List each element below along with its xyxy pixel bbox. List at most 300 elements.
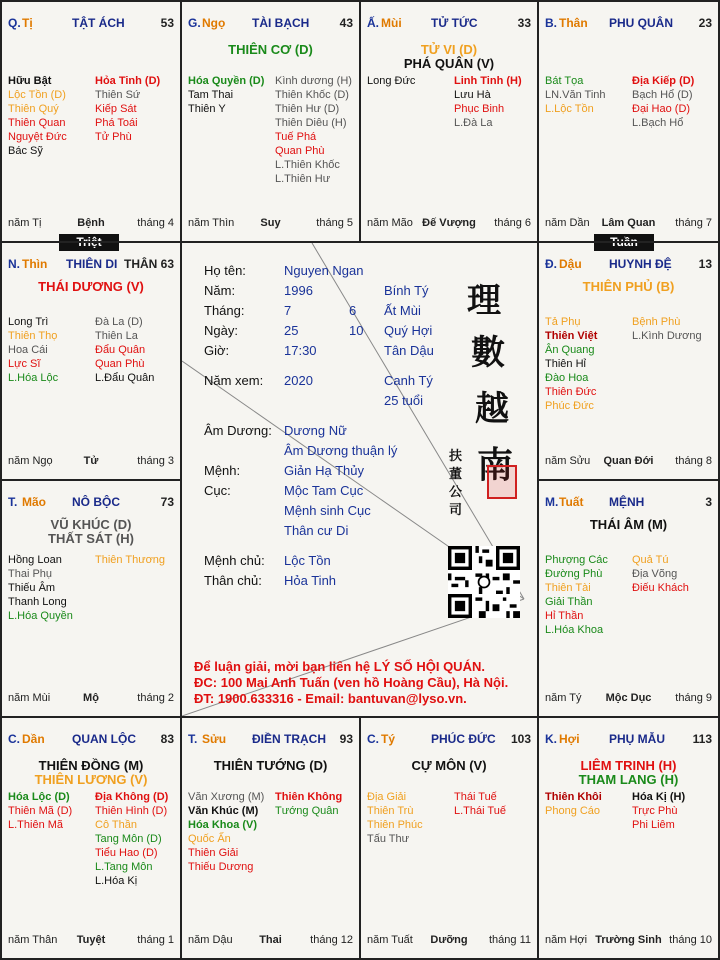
star-label: Thiên Thương bbox=[95, 554, 166, 566]
star-label: L.Tang Môn bbox=[95, 861, 153, 873]
palace-footer bbox=[8, 455, 174, 469]
star-label: Văn Xương (M) bbox=[188, 791, 265, 803]
palace-month: tháng 3 bbox=[137, 455, 174, 467]
palace-number: THÂN 63 bbox=[123, 257, 174, 271]
palace-header bbox=[545, 16, 712, 32]
palace-month: tháng 10 bbox=[669, 934, 712, 946]
palace-chi: Thìn bbox=[22, 257, 48, 271]
left-star-column bbox=[8, 74, 67, 158]
star-label: Lưu Hà bbox=[454, 89, 491, 101]
main-star: TỬ VI (D) bbox=[420, 42, 478, 57]
star-label: Hữu Bật bbox=[8, 75, 52, 87]
star-label: L.Đà La bbox=[454, 117, 493, 129]
year-label: Năm: bbox=[204, 283, 236, 298]
palace-footer bbox=[367, 934, 531, 948]
month-value: 7 bbox=[284, 303, 292, 318]
star-label: Bệnh Phù bbox=[632, 316, 681, 328]
right-star-column bbox=[95, 74, 160, 144]
right-star-column bbox=[632, 553, 689, 595]
view-year-canchi: Canh Tý bbox=[384, 373, 433, 388]
calligraphy-char-4: 南 bbox=[477, 444, 514, 486]
palace-chi: Tuất bbox=[559, 495, 584, 509]
palace-footer bbox=[545, 934, 712, 948]
left-star-column bbox=[367, 74, 415, 88]
main-star: THÁI DƯƠNG (V) bbox=[38, 279, 144, 294]
palace-chi: Thân bbox=[559, 16, 588, 30]
small-char-1: 扶 bbox=[449, 449, 463, 464]
star-label: Thiên Diêu (H) bbox=[275, 117, 347, 129]
palace-month: tháng 1 bbox=[137, 934, 174, 946]
palace-stage: Dưỡng bbox=[430, 934, 468, 946]
star-label: Thiên Mã (D) bbox=[8, 805, 73, 817]
main-star: THẤT SÁT (H) bbox=[48, 531, 134, 546]
star-label: Thanh Long bbox=[8, 596, 67, 608]
amduong-relation: Âm Dương thuận lý bbox=[284, 443, 398, 458]
palace-month: tháng 4 bbox=[137, 217, 174, 229]
palace-number: 13 bbox=[698, 257, 712, 271]
palace-mui bbox=[361, 2, 537, 241]
star-label: Quan Phù bbox=[275, 145, 325, 157]
palace-stage: Trường Sinh bbox=[595, 934, 662, 946]
main-star: VŨ KHÚC (D) bbox=[50, 517, 132, 532]
day-lunar: 10 bbox=[349, 323, 364, 338]
right-star-column bbox=[275, 790, 342, 818]
palace-tuat bbox=[539, 481, 718, 716]
palace-hoi bbox=[539, 718, 718, 958]
star-label: Phong Cáo bbox=[545, 805, 601, 817]
palace-stage: Tử bbox=[83, 455, 99, 467]
palace-footer bbox=[188, 934, 353, 948]
palace-header bbox=[545, 495, 712, 511]
view-year-label: Năm xem: bbox=[204, 373, 264, 388]
star-label: Thiên Thọ bbox=[8, 330, 58, 342]
palace-name: HUYNH ĐỆ bbox=[609, 257, 672, 271]
palace-header bbox=[188, 16, 353, 32]
main-star: THIÊN CƠ (D) bbox=[228, 42, 313, 57]
star-label: Phúc Đức bbox=[545, 400, 594, 412]
star-label: Tam Thai bbox=[188, 89, 234, 101]
left-star-column bbox=[545, 553, 608, 637]
month-label: Tháng: bbox=[204, 303, 245, 318]
amduong-value: Dương Nữ bbox=[284, 423, 347, 438]
star-label: Hỏa Tinh (D) bbox=[95, 75, 161, 87]
star-label: Thiên Quý bbox=[8, 103, 59, 115]
star-label: Thiếu Dương bbox=[188, 861, 254, 873]
right-star-column bbox=[454, 790, 506, 818]
palace-stage: Bệnh bbox=[77, 217, 105, 229]
star-label: L.Thiên Khốc bbox=[275, 159, 340, 171]
star-label: L.Lộc Tồn bbox=[545, 103, 594, 115]
main-star: THIÊN PHỦ (B) bbox=[582, 279, 675, 294]
star-label: Hoa Cái bbox=[8, 344, 48, 356]
star-label: L.Thiên Mã bbox=[8, 819, 64, 831]
palace-footer bbox=[8, 934, 174, 948]
palace-month: tháng 12 bbox=[310, 934, 353, 946]
palace-header bbox=[8, 257, 174, 273]
star-label: Ân Quang bbox=[545, 344, 595, 356]
palace-stage: Đế Vượng bbox=[422, 217, 476, 229]
main-star: THÁI ÂM (M) bbox=[589, 517, 668, 532]
palace-year: năm Tị bbox=[8, 217, 42, 229]
star-label: Hỉ Thần bbox=[545, 610, 584, 622]
star-label: Hóa Kị (H) bbox=[632, 791, 686, 803]
calligraphy-char-2: 數 bbox=[471, 333, 505, 373]
palace-name: TÀI BẠCH bbox=[252, 16, 310, 30]
star-label: Địa Kiếp (D) bbox=[632, 75, 695, 87]
palace-name: PHU QUÂN bbox=[609, 16, 674, 30]
palace-can: N. bbox=[8, 257, 20, 271]
palace-chi: Mão bbox=[22, 495, 46, 509]
palace-year: năm Mùi bbox=[8, 692, 51, 704]
palace-name: TẬT ÁCH bbox=[72, 16, 125, 30]
palace-dau bbox=[539, 243, 718, 479]
palace-stage: Mộ bbox=[83, 692, 99, 704]
star-label: Phi Liêm bbox=[632, 819, 675, 831]
menh-chu-value: Lộc Tồn bbox=[284, 553, 331, 568]
star-label: Thiên Tài bbox=[545, 582, 591, 594]
main-star: THIÊN TƯỚNG (D) bbox=[213, 758, 328, 773]
star-label: Đại Hao (D) bbox=[632, 103, 691, 115]
star-label: Bạch Hổ (D) bbox=[632, 89, 693, 101]
palace-month: tháng 11 bbox=[488, 934, 531, 946]
star-label: Quả Tú bbox=[632, 554, 669, 566]
palace-stage: Mộc Dục bbox=[605, 692, 652, 704]
calligraphy-char-3: 越 bbox=[475, 389, 509, 429]
star-label: Văn Khúc (M) bbox=[188, 805, 259, 817]
star-label: Tả Phụ bbox=[545, 316, 581, 328]
palace-number: 3 bbox=[705, 495, 712, 509]
palace-header bbox=[545, 257, 712, 273]
contact-line-2: ĐC: 100 Mai Anh Tuấn (ven hồ Hoàng Cầu), Hà Nội. bbox=[194, 675, 509, 690]
palace-footer bbox=[8, 692, 174, 706]
left-star-column bbox=[545, 790, 602, 818]
small-char-3: 公 bbox=[449, 485, 463, 500]
star-label: Phục Binh bbox=[454, 103, 505, 115]
star-label: L.Hóa Quyền bbox=[8, 610, 73, 622]
star-label: Giải Thần bbox=[545, 596, 593, 608]
star-label: Thiếu Âm bbox=[8, 582, 56, 594]
star-label: Hóa Khoa (V) bbox=[188, 819, 258, 831]
star-label: Lộc Tồn (D) bbox=[8, 89, 66, 101]
left-star-column bbox=[8, 553, 73, 623]
star-label: L.Thái Tuế bbox=[454, 805, 506, 817]
palace-chi: Dần bbox=[22, 732, 45, 746]
main-star: THIÊN ĐỒNG (M) bbox=[38, 758, 144, 773]
palace-year: năm Dậu bbox=[188, 934, 233, 946]
palace-dan bbox=[2, 718, 180, 958]
palace-than bbox=[539, 2, 718, 241]
star-label: Tấu Thư bbox=[367, 833, 410, 845]
star-label: Tiểu Hao (D) bbox=[95, 847, 158, 859]
palace-can: C. bbox=[8, 732, 20, 746]
palace-chi: Sửu bbox=[202, 732, 227, 746]
than-position: Thân cư Di bbox=[284, 523, 349, 538]
star-label: Địa Giải bbox=[367, 791, 407, 803]
star-label: L.Hóa Khoa bbox=[545, 624, 604, 636]
menh-value: Giản Hạ Thủy bbox=[284, 463, 364, 478]
star-label: Cô Thần bbox=[95, 819, 137, 831]
palace-number: 43 bbox=[339, 16, 353, 30]
right-star-column bbox=[95, 553, 165, 567]
palace-year: năm Hợi bbox=[545, 934, 588, 946]
day-canchi: Quý Hợi bbox=[384, 323, 433, 338]
calligraphy-seal bbox=[445, 265, 525, 545]
month-lunar: 6 bbox=[349, 303, 357, 318]
calligraphy-char-1: 理 bbox=[467, 281, 501, 321]
palace-can: G. bbox=[188, 16, 201, 30]
palace-month: tháng 7 bbox=[675, 217, 712, 229]
star-label: Long Trì bbox=[8, 316, 49, 328]
cuc-label: Cục: bbox=[204, 483, 231, 498]
palace-stage: Quan Đới bbox=[603, 455, 654, 467]
main-star: THIÊN LƯƠNG (V) bbox=[34, 772, 148, 787]
palace-year: năm Sửu bbox=[545, 455, 591, 467]
palace-can: M. bbox=[545, 495, 559, 509]
palace-chi: Tị bbox=[22, 16, 33, 30]
star-label: Bác Sỹ bbox=[8, 145, 43, 157]
star-label: Bát Tọa bbox=[545, 75, 584, 87]
palace-stage: Suy bbox=[260, 217, 281, 229]
palace-name: PHỤ MẪU bbox=[609, 732, 665, 746]
right-star-column bbox=[632, 315, 702, 343]
left-star-column bbox=[188, 790, 264, 874]
palace-chi: Mùi bbox=[381, 16, 402, 30]
star-label: Thiên Phúc bbox=[367, 819, 423, 831]
star-label: Nguyệt Đức bbox=[8, 131, 67, 143]
palace-can: T. bbox=[8, 495, 18, 509]
than-chu-label: Thân chủ: bbox=[204, 573, 262, 588]
star-label: Thiên Giải bbox=[188, 847, 239, 859]
star-label: Địa Không (D) bbox=[95, 791, 169, 803]
palace-header bbox=[8, 732, 174, 748]
main-star: LIÊM TRINH (H) bbox=[580, 758, 677, 773]
palace-header bbox=[8, 495, 174, 511]
palace-can: Đ. bbox=[545, 257, 557, 271]
star-label: Tướng Quân bbox=[275, 805, 339, 817]
right-star-column bbox=[275, 74, 352, 186]
palace-year: năm Dần bbox=[545, 217, 590, 229]
palace-chi: Dậu bbox=[559, 257, 582, 271]
palace-name: THIÊN DI bbox=[66, 257, 118, 271]
palace-stage: Thai bbox=[259, 934, 282, 946]
star-label: Thiên Sứ bbox=[95, 89, 141, 101]
hour-canchi: Tân Dậu bbox=[384, 343, 434, 358]
palace-ti bbox=[2, 2, 180, 241]
palace-name: QUAN LỘC bbox=[72, 732, 136, 746]
star-label: L.Hóa Lộc bbox=[8, 372, 59, 384]
qr-code bbox=[448, 546, 520, 618]
star-label: Thiên Quan bbox=[8, 117, 66, 129]
palace-month: tháng 5 bbox=[316, 217, 353, 229]
palace-name: TỬ TỨC bbox=[431, 16, 478, 30]
star-label: Thái Tuế bbox=[454, 791, 497, 803]
star-label: Thiên La bbox=[95, 330, 138, 342]
hour-label: Giờ: bbox=[204, 343, 230, 358]
hour-value: 17:30 bbox=[284, 343, 317, 358]
star-label: Quan Phù bbox=[95, 358, 145, 370]
star-label: Thiên Hình (D) bbox=[95, 805, 168, 817]
menh-chu-label: Mệnh chủ: bbox=[204, 553, 265, 568]
palace-footer bbox=[367, 217, 531, 231]
palace-month: tháng 9 bbox=[675, 692, 712, 704]
star-label: L.Kình Dương bbox=[632, 330, 702, 342]
palace-footer bbox=[545, 455, 712, 469]
star-label: Thiên Trù bbox=[367, 805, 414, 817]
star-label: Tử Phù bbox=[95, 131, 132, 143]
star-label: Hóa Quyền (D) bbox=[188, 75, 265, 87]
palace-can: B. bbox=[545, 16, 557, 30]
right-star-column bbox=[632, 74, 694, 130]
right-star-column bbox=[95, 315, 154, 385]
left-star-column bbox=[8, 790, 72, 832]
palace-footer bbox=[8, 217, 174, 231]
palace-number: 103 bbox=[510, 732, 531, 746]
palace-number: 83 bbox=[160, 732, 174, 746]
star-label: Lực Sĩ bbox=[8, 358, 41, 370]
palace-year: năm Tý bbox=[545, 692, 582, 704]
palace-stage: Tuyệt bbox=[76, 934, 106, 946]
palace-ty bbox=[361, 718, 537, 958]
palace-year: năm Mão bbox=[367, 217, 413, 229]
star-label: Thiên Hỉ bbox=[545, 358, 586, 370]
star-label: Điếu Khách bbox=[632, 582, 689, 594]
star-label: Thiên Khốc (D) bbox=[275, 89, 349, 101]
star-label: LN.Văn Tinh bbox=[545, 89, 606, 101]
palace-name: MỆNH bbox=[609, 495, 645, 509]
contact-line-3: ĐT: 1900.633316 - Email: bantuvan@lyso.vn. bbox=[194, 691, 467, 706]
palace-stage: Lâm Quan bbox=[601, 217, 656, 229]
palace-can: T. bbox=[188, 732, 198, 746]
palace-year: năm Thìn bbox=[188, 217, 235, 229]
palace-month: tháng 6 bbox=[494, 217, 531, 229]
star-label: Tuế Phá bbox=[275, 131, 317, 143]
day-label: Ngày: bbox=[204, 323, 238, 338]
name-label: Họ tên: bbox=[204, 263, 246, 278]
menh-label: Mệnh: bbox=[204, 463, 241, 478]
left-star-column bbox=[367, 790, 423, 846]
palace-thin bbox=[2, 243, 180, 479]
palace-name: ĐIỀN TRẠCH bbox=[252, 732, 326, 746]
year-canchi: Bính Tý bbox=[384, 283, 429, 298]
star-label: L.Đẩu Quân bbox=[95, 372, 155, 384]
cuc-relation: Mệnh sinh Cục bbox=[284, 503, 371, 518]
palace-year: năm Thân bbox=[8, 934, 58, 946]
palace-footer bbox=[188, 217, 353, 231]
palace-chi: Tý bbox=[381, 732, 396, 746]
palace-suu bbox=[182, 718, 359, 958]
palace-can: C. bbox=[367, 732, 379, 746]
star-label: L.Thiên Hư bbox=[275, 173, 331, 185]
left-star-column bbox=[545, 74, 606, 116]
left-star-column bbox=[545, 315, 597, 413]
left-star-column bbox=[8, 315, 58, 385]
palace-number: 33 bbox=[517, 16, 531, 30]
star-label: Phượng Các bbox=[545, 554, 608, 566]
age-value: 25 tuổi bbox=[384, 393, 424, 408]
right-star-column bbox=[95, 790, 168, 888]
palace-number: 113 bbox=[692, 732, 712, 746]
palace-header bbox=[8, 16, 174, 32]
palace-header bbox=[188, 732, 353, 748]
star-label: Đường Phù bbox=[545, 568, 603, 580]
than-chu-value: Hỏa Tinh bbox=[284, 573, 337, 588]
star-label: Đào Hoa bbox=[545, 372, 589, 384]
palace-can: K. bbox=[545, 732, 557, 746]
contact-line-1: Để luận giải, mời bạn liên hệ LÝ SỐ HỘI QUÁN. bbox=[194, 659, 485, 674]
palace-year: năm Tuất bbox=[367, 934, 413, 946]
year-value: 1996 bbox=[284, 283, 313, 298]
star-label: Trực Phù bbox=[632, 805, 678, 817]
star-label: Phá Toái bbox=[95, 117, 138, 129]
star-label: Thiên Việt bbox=[545, 330, 598, 342]
star-label: Long Đức bbox=[367, 75, 416, 87]
palace-mao bbox=[2, 481, 180, 716]
red-stamp bbox=[487, 465, 517, 499]
star-label: Đẩu Quân bbox=[95, 344, 146, 356]
palace-ngo bbox=[182, 2, 359, 241]
view-year-value: 2020 bbox=[284, 373, 313, 388]
palace-header bbox=[367, 16, 531, 32]
star-label: Thiên Khôi bbox=[545, 791, 602, 803]
star-label: Thiên Không bbox=[275, 791, 343, 803]
palace-number: 73 bbox=[160, 495, 174, 509]
small-char-4: 司 bbox=[449, 503, 463, 518]
star-label: Đà La (D) bbox=[95, 316, 143, 328]
main-star: PHÁ QUÂN (V) bbox=[403, 56, 495, 71]
palace-number: 93 bbox=[339, 732, 353, 746]
day-value: 25 bbox=[284, 323, 299, 338]
star-label: L.Hóa Kị bbox=[95, 875, 138, 887]
palace-number: 53 bbox=[160, 16, 174, 30]
palace-month: tháng 2 bbox=[137, 692, 174, 704]
palace-can: Ấ. bbox=[367, 16, 379, 30]
month-canchi: Ất Mùi bbox=[384, 303, 421, 318]
left-star-column bbox=[188, 74, 264, 116]
palace-number: 23 bbox=[698, 16, 712, 30]
star-label: Tang Môn (D) bbox=[95, 833, 162, 845]
palace-footer bbox=[545, 217, 712, 231]
star-label: Hồng Loan bbox=[8, 554, 62, 566]
right-star-column bbox=[632, 790, 685, 832]
star-label: Thiên Y bbox=[188, 103, 226, 115]
star-label: Thiên Hư (D) bbox=[275, 103, 340, 115]
star-label: Thai Phụ bbox=[8, 568, 53, 580]
star-label: Linh Tinh (H) bbox=[454, 75, 522, 87]
star-label: L.Bạch Hổ bbox=[632, 117, 684, 129]
palace-can: Q. bbox=[8, 16, 21, 30]
palace-chi: Hợi bbox=[559, 732, 580, 746]
main-star: THAM LANG (H) bbox=[578, 772, 679, 787]
amduong-label: Âm Dương: bbox=[204, 423, 272, 438]
star-label: Địa Võng bbox=[632, 568, 678, 580]
palace-name: NÔ BỘC bbox=[72, 495, 120, 509]
palace-header bbox=[367, 732, 531, 748]
palace-year: năm Ngọ bbox=[8, 455, 53, 467]
star-label: Quốc Ấn bbox=[188, 833, 231, 845]
palace-chi: Ngọ bbox=[202, 16, 226, 30]
star-label: Hóa Lộc (D) bbox=[8, 791, 70, 803]
palace-month: tháng 8 bbox=[675, 455, 712, 467]
small-char-2: 董 bbox=[449, 467, 463, 482]
star-label: Kiếp Sát bbox=[95, 103, 137, 115]
right-star-column bbox=[454, 74, 522, 130]
palace-header bbox=[545, 732, 712, 748]
main-star: CỰ MÔN (V) bbox=[411, 758, 487, 773]
star-label: Kình dương (H) bbox=[275, 75, 352, 87]
palace-footer bbox=[545, 692, 712, 706]
star-label: Thiên Đức bbox=[545, 386, 597, 398]
name-value: Nguyen Ngan bbox=[284, 263, 364, 278]
